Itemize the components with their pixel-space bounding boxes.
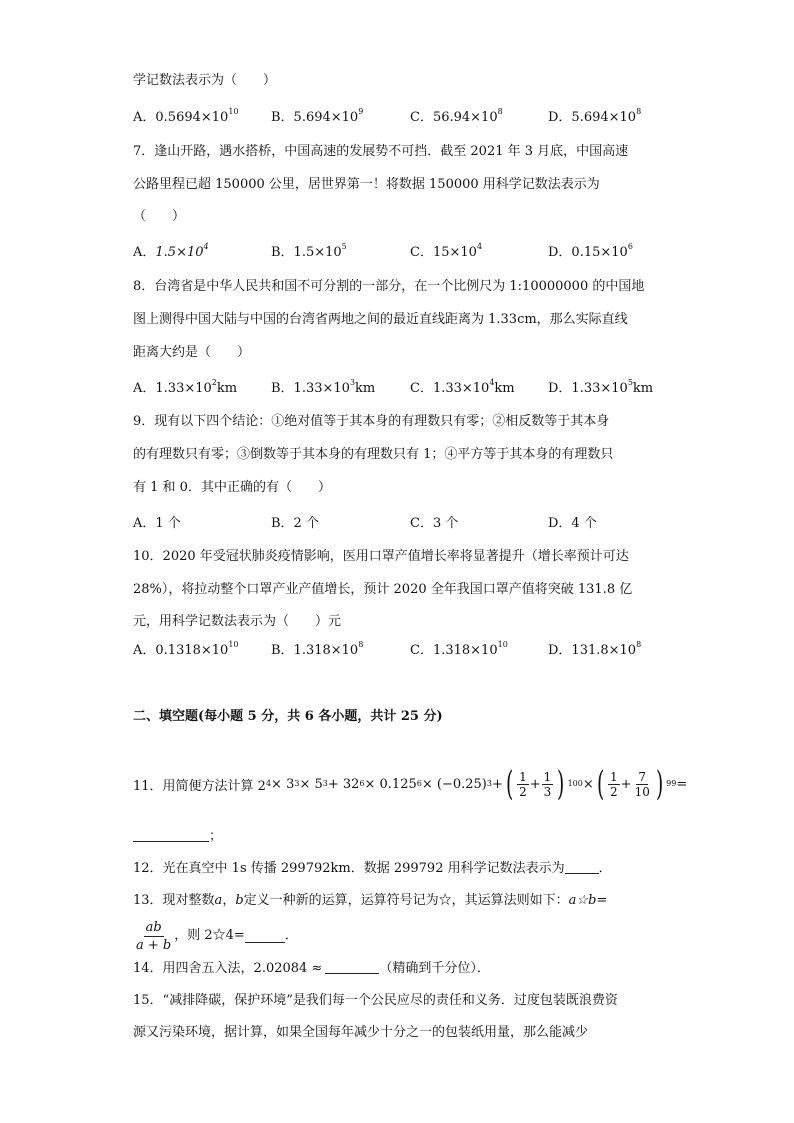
q13-line-2: $\frac{ab}{a + b}$ ，则 2☆4= ． xyxy=(136,919,298,953)
q14-line: 14．用四舍五入法，2.02084 ≈ （精确到千分位）． xyxy=(133,961,490,976)
q9-line-2: 的有理数只有零；③倒数等于其本身的有理数只有 1；④平方等于其本身的有理数只 xyxy=(133,447,614,462)
q7-option-d: D．$0.15\times 10^6$ xyxy=(548,242,633,260)
q9-line-3: 有 1 和 0．其中正确的有（ ） xyxy=(133,480,331,495)
q15-line-2: 源又污染环境，据计算，如果全国每年减少十分之一的包装纸用量，那么能减少 xyxy=(133,1025,589,1040)
q8-option-b: B．$1.33\times 10^3km$ xyxy=(271,378,376,396)
q7-line-3: （ ） xyxy=(133,209,186,224)
fraction: $\frac{1}{2}$ xyxy=(519,769,527,799)
q11-answer-line: ； xyxy=(133,828,222,846)
q9-line-1: 9．现有以下四个结论：①绝对值等于其本身的有理数只有零；②相反数等于其本身 xyxy=(133,414,610,429)
q8-option-d: D．$1.33\times 10^5km$ xyxy=(548,378,654,396)
q10-line-2: 28%），将拉动整个口罩产业产值增长，预计 2020 全年我国口罩产值将突破 131.8 亿 xyxy=(133,582,633,597)
section-heading: 二、填空题(每小题 5 分，共 6 各小题，共计 25 分) xyxy=(133,709,443,724)
q6-option-c: C．$56.94\times 10^8$ xyxy=(410,107,503,125)
fraction: $\frac{1}{2}$ xyxy=(610,769,618,799)
q6-options xyxy=(133,109,693,127)
q11-expression: 11．用简便方法计算 2 4 × 3 3 × 5 3 + 32 6 × 0.125 6 × (−0.25) 3 + ( $\frac{1}{2}$ + $\frac{1}{3}$ ) 100 × ( $\frac{1}{2}$ + $\frac{7}{10}$ ) 99 = xyxy=(133,764,688,804)
q7-line-1: 7．逢山开路，遇水搭桥，中国高速的发展势不可挡．截至 2021 年 3 月底，中国高速 xyxy=(133,144,629,159)
q8-options xyxy=(133,380,693,398)
q6-option-b: B．$5.694\times 10^9$ xyxy=(271,107,364,125)
answer-blank[interactable] xyxy=(245,929,285,943)
q7-option-c: C．$15\times 10^4$ xyxy=(410,242,483,260)
q13-line-1: 13．现对整数a，b定义一种新的运算，运算符号记为☆，其运算法则如下：a☆b= xyxy=(133,893,608,908)
q8-line-3: 距离大约是（ ） xyxy=(133,345,251,360)
q9-option-b: B．2 个 xyxy=(271,516,319,531)
q10-option-c: C．$1.318\times 10^{10}$ xyxy=(410,640,508,658)
q7-option-b: B．$1.5\times 10^5$ xyxy=(271,242,347,260)
q10-line-3: 元，用科学记数法表示为（ ）元 xyxy=(133,614,342,629)
q8-option-c: C．$1.33\times 10^4km$ xyxy=(410,378,515,396)
q10-line-1: 10．2020 年受冠状肺炎疫情影响，医用口罩产值增长率将显著提升（增长率预计可达 xyxy=(133,549,629,564)
fraction: $\frac{7}{10}$ xyxy=(634,769,650,799)
q8-line-1: 8．台湾省是中华人民共和国不可分割的一部分，在一个比例尺为 1:10000000 的中国地 xyxy=(133,279,645,294)
q15-line-1: 15．“减排降碳，保护环境”是我们每一个公民应尽的责任和义务．过度包装既浪费资 xyxy=(133,993,618,1008)
q6-option-a: A．$0.5694\times 10^{10}$ xyxy=(133,107,239,125)
q9-option-d: D．4 个 xyxy=(548,516,597,531)
q7-options xyxy=(133,244,693,262)
q8-option-a: A．$1.33\times 10^2km$ xyxy=(133,378,238,396)
q11-prefix: 11．用简便方法计算 2 xyxy=(133,778,266,794)
answer-blank[interactable] xyxy=(325,960,379,974)
q10-option-b: B．$1.318\times 10^8$ xyxy=(271,640,364,658)
q12-line: 12．光在真空中 1s 传播 299792km．数据 299792 用科学记数法表示为 ． xyxy=(133,861,612,876)
q9-options xyxy=(133,515,693,533)
fraction: $\frac{ab}{a + b}$ xyxy=(136,919,172,953)
q9-option-c: C．3 个 xyxy=(410,516,459,531)
q10-options xyxy=(133,642,693,660)
q8-line-2: 图上测得中国大陆与中国的台湾省两地之间的最近直线距离为 1.33cm，那么实际直线 xyxy=(133,312,628,327)
q7-line-2: 公路里程已超 150000 公里，居世界第一！将数据 150000 用科学记数法表示为 xyxy=(133,177,600,192)
q6-tail: 学记数法表示为（ ） xyxy=(133,73,277,88)
q10-option-a: A．$0.1318\times 10^{10}$ xyxy=(133,640,239,658)
answer-blank[interactable] xyxy=(565,860,599,874)
fraction: $\frac{1}{3}$ xyxy=(543,769,552,799)
q9-option-a: A．1 个 xyxy=(133,516,181,531)
q7-option-a: A．$1.5\times 10^4$ xyxy=(133,242,209,260)
q10-option-d: D．$131.8\times 10^8$ xyxy=(548,640,642,658)
q6-option-d: D．$5.694\times 10^8$ xyxy=(548,107,642,125)
answer-blank[interactable] xyxy=(133,828,209,842)
